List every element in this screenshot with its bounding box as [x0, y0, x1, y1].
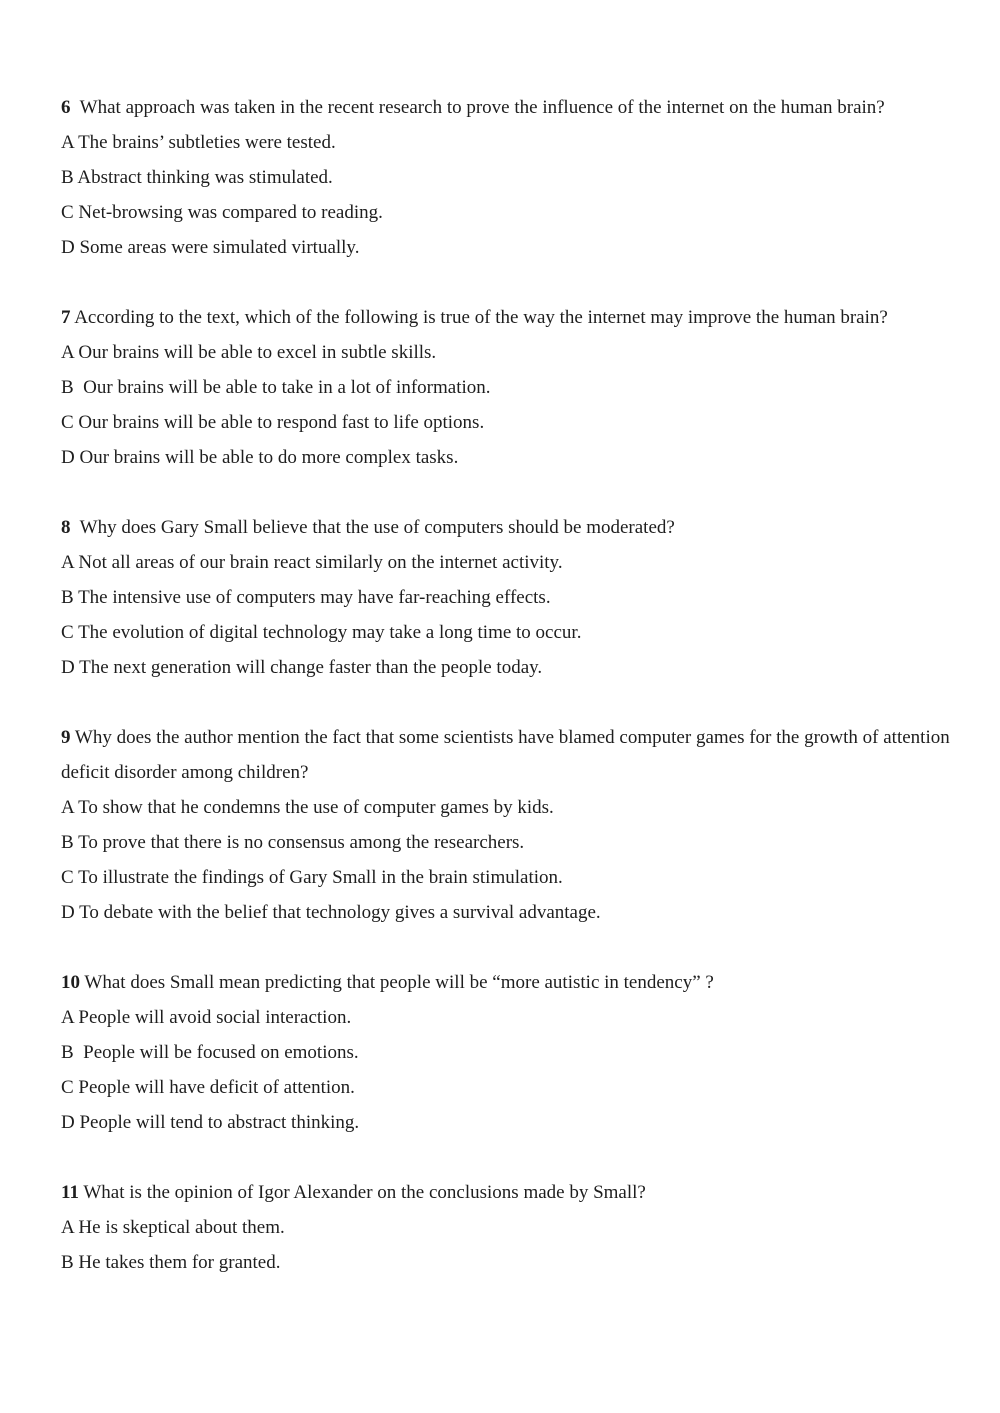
worksheet-page [61, 90, 961, 1315]
question-11 [61, 1175, 961, 1280]
answer-option-a: A Our brains will be able to excel in subtle skills. [61, 342, 437, 363]
answer-option-d: D To debate with the belief that technology gives a survival advantage. [61, 902, 601, 923]
question-9 [61, 720, 961, 930]
answer-option-c: C People will have deficit of attention. [61, 1077, 355, 1098]
question-text: What approach was taken in the recent research to prove the influence of the internet on the human brain? [79, 97, 885, 118]
answer-option-b: B People will be focused on emotions. [61, 1042, 359, 1063]
answer-option-a: A To show that he condemns the use of computer games by kids. [61, 797, 554, 818]
question-text: Why does the author mention the fact that some scientists have blamed computer games for the growth of attention deficit disorder among children? [61, 727, 950, 783]
answer-option-d: D Some areas were simulated virtually. [61, 237, 360, 258]
answer-option-a: A The brains’ subtleties were tested. [61, 132, 336, 153]
answer-option-b: B He takes them for granted. [61, 1252, 281, 1273]
answer-option-d: D Our brains will be able to do more complex tasks. [61, 447, 459, 468]
answer-option-c: C Our brains will be able to respond fast to life options. [61, 412, 485, 433]
question-stem [61, 1175, 961, 1210]
answer-option-b: B The intensive use of computers may have far-reaching effects. [61, 587, 551, 608]
question-6 [61, 90, 961, 265]
answer-option-b: B Abstract thinking was stimulated. [61, 167, 333, 188]
question-stem [61, 965, 961, 1000]
question-number: 7 [61, 307, 71, 328]
question-10 [61, 965, 961, 1140]
answer-option-a: A Not all areas of our brain react similarly on the internet activity. [61, 552, 563, 573]
answer-option-c: C To illustrate the findings of Gary Small in the brain stimulation. [61, 867, 563, 888]
question-text: Why does Gary Small believe that the use of computers should be moderated? [79, 517, 675, 538]
answer-option-d: D The next generation will change faster than the people today. [61, 657, 543, 678]
question-number: 8 [61, 517, 71, 538]
answer-option-b: B To prove that there is no consensus among the researchers. [61, 832, 525, 853]
question-number: 6 [61, 97, 71, 118]
question-stem [61, 720, 961, 790]
answer-option-c: C Net-browsing was compared to reading. [61, 202, 383, 223]
answer-option-d: D People will tend to abstract thinking. [61, 1112, 360, 1133]
question-number: 9 [61, 727, 71, 748]
question-7 [61, 300, 961, 475]
answer-option-a: A People will avoid social interaction. [61, 1007, 352, 1028]
question-stem [61, 510, 961, 545]
answer-option-b: B Our brains will be able to take in a lot of information. [61, 377, 491, 398]
question-stem [61, 300, 961, 335]
question-text: According to the text, which of the following is true of the way the internet may improve the human brain? [74, 307, 888, 328]
answer-option-c: C The evolution of digital technology may take a long time to occur. [61, 622, 582, 643]
question-text: What does Small mean predicting that people will be “more autistic in tendency” ? [84, 972, 714, 993]
answer-option-a: A He is skeptical about them. [61, 1217, 285, 1238]
question-number: 10 [61, 972, 80, 993]
question-number: 11 [61, 1182, 79, 1203]
question-stem [61, 90, 961, 125]
question-8 [61, 510, 961, 685]
question-text: What is the opinion of Igor Alexander on the conclusions made by Small? [83, 1182, 646, 1203]
